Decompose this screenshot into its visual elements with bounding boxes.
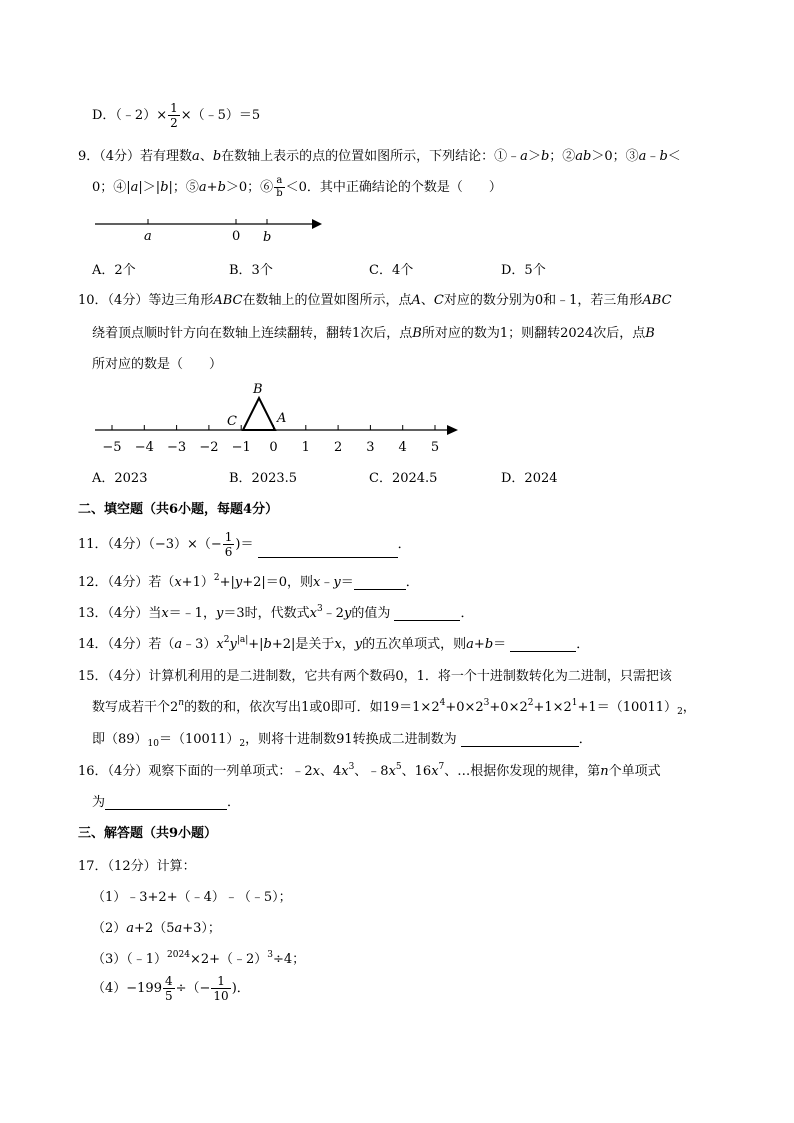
q17-head: 17．（12分）计算：: [78, 859, 196, 874]
section-3-title: 三、解答题（共9小题）: [78, 826, 218, 841]
fraction: $\frac{1}{2}$: [170, 101, 178, 130]
label-zero: 0: [232, 229, 241, 244]
q10-line-2: 绕着顶点顺时针方向在数轴上连续翻转，翻转1次后，点B所对应的数为1；则翻转2024次后，点B: [92, 326, 655, 341]
tick-label: −5: [102, 440, 122, 455]
q10-line-1: 10．（4分）等边三角形ABC在数轴上的位置如图所示，点A、C对应的数分别为0和﹣1，若三角形ABC: [78, 293, 672, 308]
q16-line-2: 为 ．: [92, 795, 241, 810]
label-B: B: [253, 382, 263, 397]
q15-line-2: 数写成若干个2$^n$的数的和，依次写出1或0即可．如$19=1\times 2^4+0\times 2^3+0\times 2^2+1\times 2^1+1=(10011)_2$，: [92, 698, 696, 717]
answer-blank[interactable]: [258, 545, 398, 558]
q17-part-3: （3）（﹣1）$^{2024}$×2+（﹣2）$^3$÷4；: [92, 950, 306, 967]
q9-option-d: D．5个: [501, 263, 546, 278]
q17-part-2: （2）a+2（5a+3）；: [92, 921, 221, 936]
axis-arrow: [447, 425, 458, 435]
fraction: $\frac{4}{5}$: [164, 974, 173, 1003]
tick-label: 2: [333, 440, 343, 455]
answer-blank[interactable]: [461, 734, 579, 747]
answer-blank[interactable]: [510, 639, 576, 652]
label-b: b: [263, 230, 272, 245]
axis-arrow: [312, 219, 322, 229]
q10-option-a: A．2023: [92, 471, 148, 486]
label-C: C: [227, 414, 237, 429]
q9-line-1: 9．（4分）若有理数a、b在数轴上表示的点的位置如图所示，下列结论：①﹣a＞b；②ab＞0；③a﹣b＜: [78, 149, 681, 164]
q9-number-line: [0, 0, 794, 250]
q9-option-a: A．2个: [92, 263, 136, 278]
tick-label: −3: [167, 440, 187, 455]
tick-label: 5: [430, 440, 440, 455]
answer-blank[interactable]: [105, 797, 227, 810]
tick-label: 0: [269, 440, 278, 455]
q9-line-2: 0；④|a|＞|b|；⑤a+b＞0；⑥ $\frac{a}{b}$ ＜0．其中正确结论的个数是（ ）: [92, 175, 502, 199]
q12: 12．（4分）若$(x+1)^2+|y+2|=0$，则x﹣y＝ ．: [78, 573, 419, 590]
q10-option-d: D．2024: [501, 471, 558, 486]
q8-option-d-tail: ×（﹣5）＝5: [180, 108, 261, 123]
q15-line-1: 15．（4分）计算机利用的是二进制数，它共有两个数码0，1．将一个十进制数转化为二进制，只需把该: [78, 669, 672, 684]
q10-line-3: 所对应的数是（ ）: [92, 357, 223, 372]
fraction: $\frac{a}{b}$: [276, 175, 283, 199]
q9-option-b: B．3个: [229, 263, 273, 278]
triangle-abc: [243, 398, 275, 430]
q16-line-1: 16．（4分）观察下面的一列单项式：﹣2x、$4x^3$、$﹣8x^5$、$16x^7$、…根据你发现的规律，第n个单项式: [78, 762, 661, 779]
section-2-title: 二、填空题（共6小题，每题4分）: [78, 502, 279, 517]
fraction: $\frac{1}{6}$: [224, 530, 233, 559]
label-a: a: [144, 229, 152, 244]
q10-option-c: C．2024.5: [369, 471, 438, 486]
tick-label: 1: [301, 440, 310, 455]
q14: 14．（4分）若$(a﹣3)x^2y^{|a|}+|b+2|$是关于x，y的五次单项式，则a+b＝ ．: [78, 635, 590, 652]
q11: 11．（4分）（−3）×（− $\frac{1}{6}$ )＝ ．: [78, 530, 411, 559]
q8-option-d-text: D．（﹣2）×: [92, 108, 168, 123]
q15-line-3: 即$(89)_{10}=(10011)_2$，则将十进制数91转换成二进制数为 ．: [92, 732, 592, 749]
fraction: $\frac{1}{10}$: [213, 974, 229, 1003]
q17-part-4: （4）−199 $\frac{4}{5}$ ÷（− $\frac{1}{10}$ )．: [92, 974, 250, 1003]
q10-option-b: B．2023.5: [229, 471, 298, 486]
q10-number-line: [0, 375, 794, 460]
tick-label: −1: [231, 440, 251, 455]
tick-label: 3: [366, 440, 375, 455]
answer-blank[interactable]: [394, 608, 460, 621]
tick-label: 4: [398, 440, 407, 455]
q13: 13．（4分）当x＝﹣1，y＝3时，代数式$x^3﹣2y$的值为 ．: [78, 604, 474, 621]
tick-label: −2: [199, 440, 219, 455]
tick-label: −4: [134, 440, 154, 455]
q17-part-1: （1）﹣3+2+（﹣4）﹣（﹣5）；: [92, 890, 292, 905]
q9-option-c: C．4个: [369, 263, 414, 278]
answer-blank[interactable]: [354, 577, 406, 590]
label-A: A: [277, 411, 287, 426]
